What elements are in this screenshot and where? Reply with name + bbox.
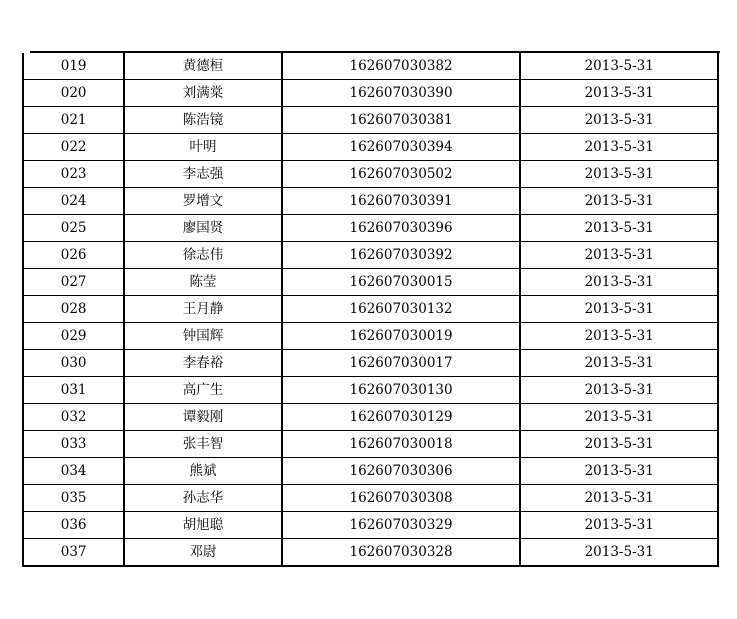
name-cell: 廖国贤 — [124, 215, 281, 242]
name-cell: 陈莹 — [124, 269, 281, 296]
row-number-cell: 028 — [23, 296, 124, 323]
row-number-cell: 024 — [23, 188, 124, 215]
name-cell: 谭毅刚 — [124, 404, 281, 431]
row-number-cell: 037 — [23, 539, 124, 567]
id-number-cell: 162607030392 — [282, 242, 521, 269]
table-row — [23, 161, 718, 188]
date-cell: 2013-5-31 — [520, 431, 718, 458]
row-number-cell: 031 — [23, 377, 124, 404]
date-cell: 2013-5-31 — [520, 80, 718, 107]
table-row — [23, 53, 718, 80]
table-row — [23, 215, 718, 242]
table-row — [23, 134, 718, 161]
date-cell: 2013-5-31 — [520, 242, 718, 269]
date-cell: 2013-5-31 — [520, 188, 718, 215]
row-number-cell: 036 — [23, 512, 124, 539]
id-number-cell: 162607030018 — [282, 431, 521, 458]
id-number-cell: 162607030328 — [282, 539, 521, 567]
row-number-cell: 023 — [23, 161, 124, 188]
name-cell: 孙志华 — [124, 485, 281, 512]
id-number-cell: 162607030390 — [282, 80, 521, 107]
date-cell: 2013-5-31 — [520, 512, 718, 539]
table-row — [23, 377, 718, 404]
id-number-cell: 162607030381 — [282, 107, 521, 134]
date-cell: 2013-5-31 — [520, 377, 718, 404]
id-number-cell: 162607030308 — [282, 485, 521, 512]
row-number-cell: 035 — [23, 485, 124, 512]
date-cell: 2013-5-31 — [520, 53, 718, 80]
row-number-cell: 030 — [23, 350, 124, 377]
id-number-cell: 162607030502 — [282, 161, 521, 188]
id-number-cell: 162607030129 — [282, 404, 521, 431]
date-cell: 2013-5-31 — [520, 134, 718, 161]
name-cell: 刘满棠 — [124, 80, 281, 107]
date-cell: 2013-5-31 — [520, 350, 718, 377]
table-row — [23, 404, 718, 431]
name-cell: 叶明 — [124, 134, 281, 161]
name-cell: 王月静 — [124, 296, 281, 323]
table-row — [23, 188, 718, 215]
name-cell: 黄德桓 — [124, 53, 281, 80]
id-number-cell: 162607030391 — [282, 188, 521, 215]
name-cell: 李春裕 — [124, 350, 281, 377]
name-cell: 徐志伟 — [124, 242, 281, 269]
table-row — [23, 539, 718, 567]
table-row — [23, 323, 718, 350]
row-number-cell: 026 — [23, 242, 124, 269]
table-row — [23, 350, 718, 377]
name-cell: 罗增文 — [124, 188, 281, 215]
id-number-cell: 162607030329 — [282, 512, 521, 539]
name-cell: 陈浩镜 — [124, 107, 281, 134]
date-cell: 2013-5-31 — [520, 215, 718, 242]
row-number-cell: 029 — [23, 323, 124, 350]
id-number-cell: 162607030382 — [282, 53, 521, 80]
date-cell: 2013-5-31 — [520, 323, 718, 350]
name-cell: 高广生 — [124, 377, 281, 404]
row-number-cell: 034 — [23, 458, 124, 485]
records-table — [22, 53, 719, 567]
row-number-cell: 019 — [23, 53, 124, 80]
name-cell: 钟国辉 — [124, 323, 281, 350]
table-row — [23, 296, 718, 323]
id-number-cell: 162607030019 — [282, 323, 521, 350]
date-cell: 2013-5-31 — [520, 296, 718, 323]
table-row — [23, 485, 718, 512]
id-number-cell: 162607030394 — [282, 134, 521, 161]
date-cell: 2013-5-31 — [520, 458, 718, 485]
name-cell: 张丰智 — [124, 431, 281, 458]
table-row — [23, 107, 718, 134]
id-number-cell: 162607030306 — [282, 458, 521, 485]
table-row — [23, 269, 718, 296]
table-row — [23, 242, 718, 269]
date-cell: 2013-5-31 — [520, 107, 718, 134]
date-cell: 2013-5-31 — [520, 539, 718, 567]
name-cell: 熊斌 — [124, 458, 281, 485]
id-number-cell: 162607030396 — [282, 215, 521, 242]
date-cell: 2013-5-31 — [520, 269, 718, 296]
row-number-cell: 032 — [23, 404, 124, 431]
row-number-cell: 022 — [23, 134, 124, 161]
name-cell: 胡旭聪 — [124, 512, 281, 539]
date-cell: 2013-5-31 — [520, 485, 718, 512]
table-row — [23, 458, 718, 485]
row-number-cell: 020 — [23, 80, 124, 107]
table-row — [23, 80, 718, 107]
id-number-cell: 162607030132 — [282, 296, 521, 323]
name-cell: 李志强 — [124, 161, 281, 188]
id-number-cell: 162607030015 — [282, 269, 521, 296]
row-number-cell: 025 — [23, 215, 124, 242]
row-number-cell: 033 — [23, 431, 124, 458]
table-row — [23, 431, 718, 458]
date-cell: 2013-5-31 — [520, 161, 718, 188]
id-number-cell: 162607030017 — [282, 350, 521, 377]
row-number-cell: 027 — [23, 269, 124, 296]
table-row — [23, 512, 718, 539]
row-number-cell: 021 — [23, 107, 124, 134]
id-number-cell: 162607030130 — [282, 377, 521, 404]
name-cell: 邓尉 — [124, 539, 281, 567]
date-cell: 2013-5-31 — [520, 404, 718, 431]
records-table-body — [23, 53, 718, 566]
